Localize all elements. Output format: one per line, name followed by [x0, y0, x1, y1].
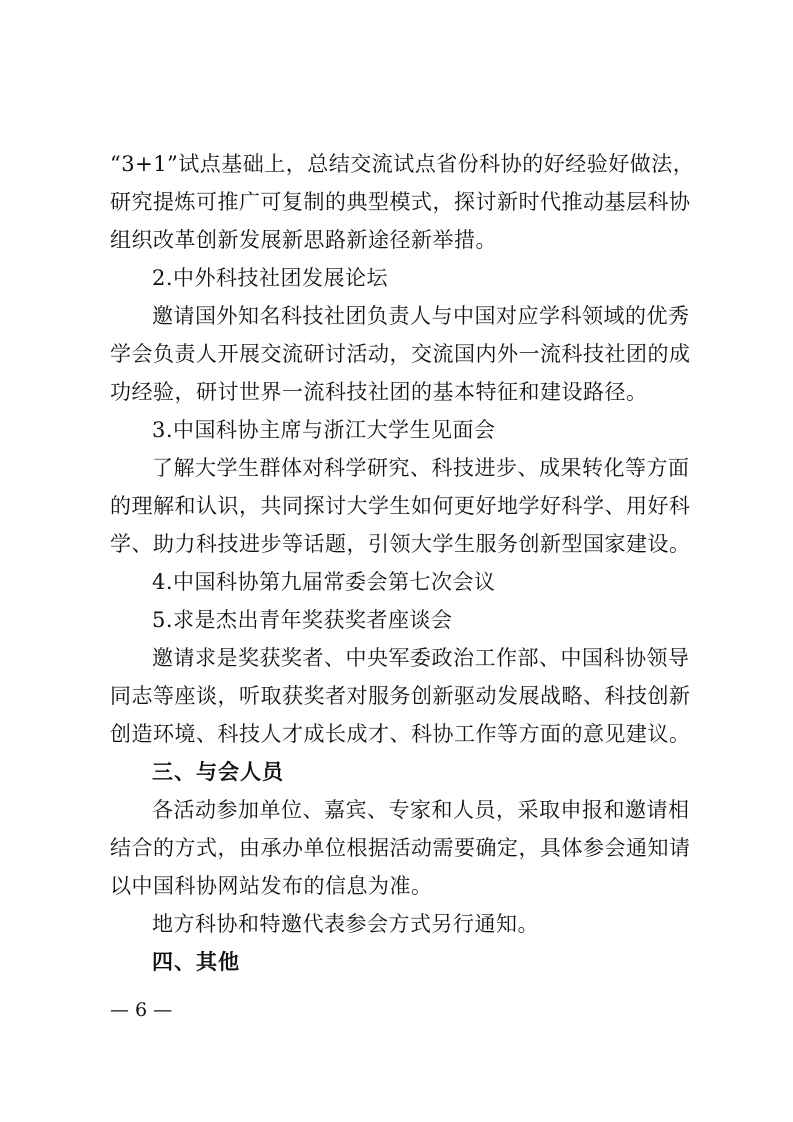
page-number: — 6 —	[110, 999, 173, 1021]
paragraph-line: 以中国科协网站发布的信息为准。	[110, 874, 433, 898]
paragraph-line: 学会负责人开展交流研讨活动，交流国内外一流科技社团的成	[110, 342, 691, 366]
paragraph-line: 邀请求是奖获奖者、中央军委政治工作部、中国科协领导	[152, 646, 690, 670]
paragraph-line: 学、助力科技进步等话题，引领大学生服务创新型国家建设。	[110, 532, 691, 556]
paragraph-line: 组织改革创新发展新思路新途径新举措。	[110, 228, 497, 252]
paragraph-line: 各活动参加单位、嘉宾、专家和人员，采取申报和邀请相	[152, 798, 690, 822]
paragraph-line: 功经验，研讨世界一流科技社团的基本特征和建设路径。	[110, 380, 648, 404]
section-heading: 四、其他	[152, 950, 240, 974]
subsection-title: 3.中国科协主席与浙江大学生见面会	[152, 418, 496, 442]
paragraph-line: 结合的方式，由承办单位根据活动需要确定，具体参会通知请	[110, 836, 691, 860]
section-heading: 三、与会人员	[152, 760, 284, 784]
paragraph-line: 邀请国外知名科技社团负责人与中国对应学科领域的优秀	[152, 304, 690, 328]
paragraph-line: 了解大学生群体对科学研究、科技进步、成果转化等方面	[152, 456, 690, 480]
paragraph-line: 研究提炼可推广可复制的典型模式，探讨新时代推动基层科协	[110, 190, 691, 214]
paragraph-line: 地方科协和特邀代表参会方式另行通知。	[152, 912, 539, 936]
paragraph-line: 同志等座谈，听取获奖者对服务创新驱动发展战略、科技创新	[110, 684, 691, 708]
paragraph-line: 的理解和认识，共同探讨大学生如何更好地学好科学、用好科	[110, 494, 691, 518]
subsection-title: 2.中外科技社团发展论坛	[152, 266, 389, 290]
paragraph-line: 创造环境、科技人才成长成才、科协工作等方面的意见建议。	[110, 722, 691, 746]
subsection-title: 5.求是杰出青年奖获奖者座谈会	[152, 608, 453, 632]
subsection-title: 4.中国科协第九届常委会第七次会议	[152, 570, 496, 594]
paragraph-line: “3+1”试点基础上，总结交流试点省份科协的好经验好做法，	[110, 152, 695, 176]
